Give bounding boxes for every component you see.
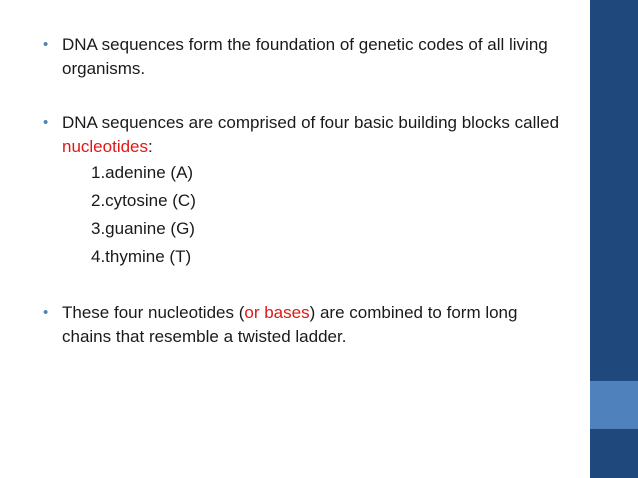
sidebar-decoration: [590, 0, 638, 478]
bullet-text-end: :: [148, 137, 153, 156]
bullet-text: DNA sequences form the foundation of genetic codes of all living organisms.: [62, 35, 548, 78]
bullet-building-blocks: [62, 111, 562, 159]
sidebar-accent-block: [590, 381, 638, 429]
highlight-or-bases: or bases: [244, 303, 310, 322]
list-item: 3.guanine (G): [91, 219, 195, 238]
list-item: 4.thymine (T): [91, 247, 192, 266]
bullet-text-end: ) are combined to form long chains that resemble a twisted ladder.: [62, 303, 518, 346]
bullet-text: DNA sequences are comprised of four basic building blocks called: [62, 113, 560, 132]
list-item: 2.cytosine (C): [91, 191, 196, 210]
bullet-genetic-codes: [62, 33, 562, 81]
bullet-twisted-ladder: [62, 301, 562, 349]
list-item: 1.adenine (A): [91, 163, 194, 182]
highlight-nucleotides: nucleotides: [62, 137, 149, 156]
nucleotide-list: [91, 159, 196, 271]
bullet-text: These four nucleotides (: [62, 303, 245, 322]
